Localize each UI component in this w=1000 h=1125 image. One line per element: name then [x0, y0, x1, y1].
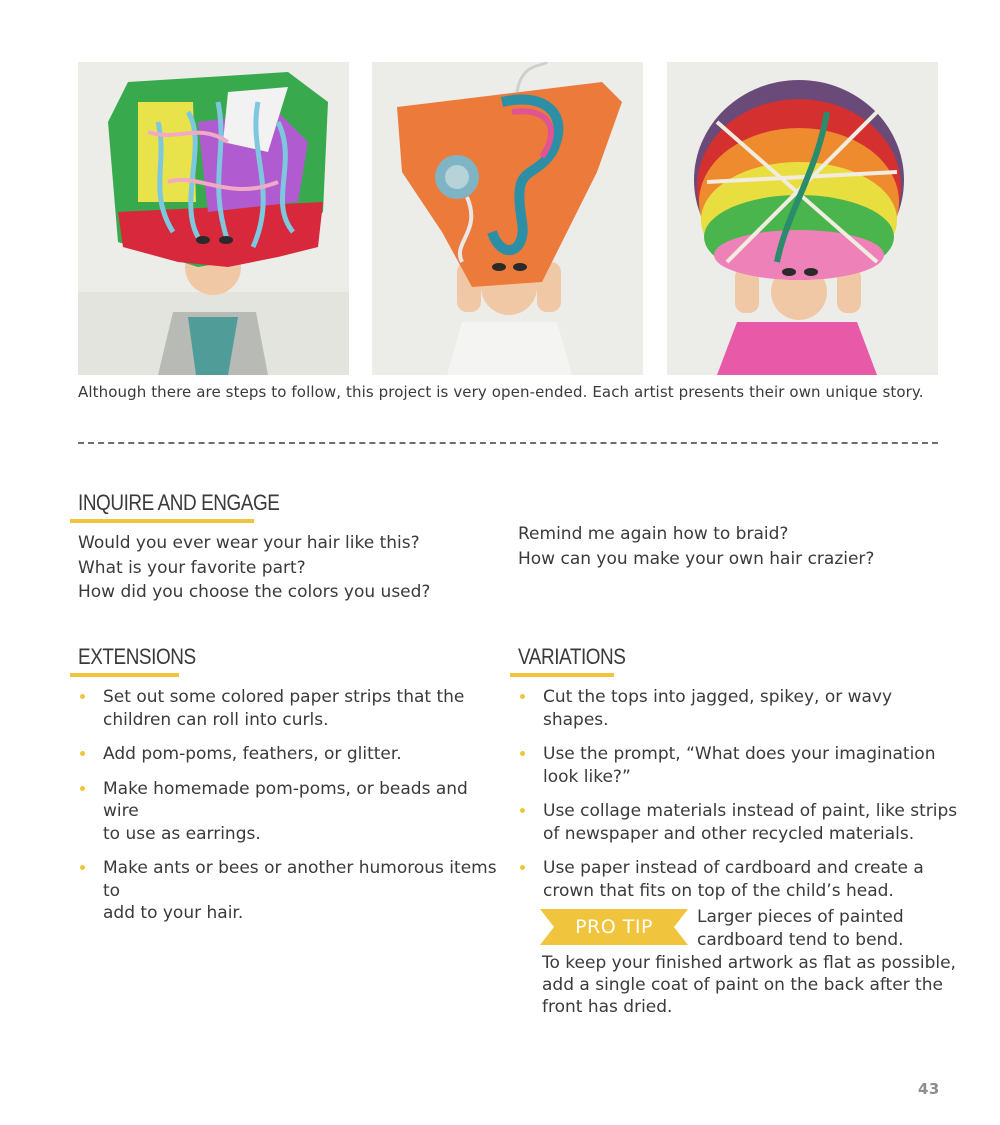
extensions-item-line: to use as earrings. [103, 823, 261, 844]
photo-child-rainbow-hair-mask-image [667, 62, 938, 375]
variations-item-line: Cut the tops into jagged, spikey, or wavy shapes. [543, 687, 893, 730]
inquire-question: Would you ever wear your hair like this? [78, 533, 420, 553]
inquire-question: How can you make your own hair crazier? [518, 548, 875, 569]
bullet-dot [80, 786, 85, 791]
page-number: 43 [918, 1080, 940, 1098]
photo-child-orange-hair-mask [372, 62, 643, 375]
inquire-heading-underline [70, 519, 254, 523]
pro-tip-line: Larger pieces of painted [697, 907, 904, 927]
variations-item [518, 800, 958, 845]
variations-item-line: Use collage materials instead of paint, like strips [543, 801, 958, 821]
pro-tip-line: To keep your finished artwork as flat as possible, [542, 953, 956, 973]
photo-child-rainbow-hair-mask [667, 62, 938, 375]
extensions-item [78, 778, 498, 846]
variations-list [518, 686, 958, 914]
pro-tip-line: cardboard tend to bend. [697, 930, 904, 950]
extensions-heading: EXTENSIONS [78, 644, 196, 669]
extensions-item-line: children can roll into curls. [103, 709, 329, 730]
extensions-item [78, 686, 498, 731]
photo-caption: Although there are steps to follow, this project is very open-ended. Each artist presents their own unique story. [78, 383, 924, 401]
extensions-heading-underline [70, 673, 179, 677]
photo-child-green-hair-mask [78, 62, 349, 375]
variations-item [518, 686, 958, 731]
pro-tip-label: PRO TIP [575, 916, 653, 938]
extensions-item-line: Make homemade pom-poms, or beads and wire [103, 778, 468, 821]
bullet-dot [80, 751, 85, 756]
variations-item-line: Use the prompt, “What does your imagination [543, 744, 936, 764]
inquire-question: Remind me again how to braid? [518, 524, 789, 544]
variations-item-line: of newspaper and other recycled materials. [543, 823, 915, 844]
inquire-question: What is your favorite part? [78, 557, 306, 578]
variations-item-line: Use paper instead of cardboard and create a [543, 858, 924, 878]
pro-tip-badge [540, 909, 688, 945]
variations-heading: VARIATIONS [518, 644, 626, 669]
section-divider [78, 442, 938, 444]
extensions-item-line: Set out some colored paper strips that the [103, 687, 465, 707]
extensions-item-line: Add pom-poms, feathers, or glitter. [103, 744, 402, 764]
extensions-item-line: Make ants or bees or another humorous items to [103, 858, 497, 901]
bullet-dot [520, 694, 525, 699]
bullet-dot [520, 751, 525, 756]
photo-child-green-hair-mask-image [78, 62, 349, 375]
extensions-list [78, 686, 498, 937]
bullet-dot [80, 865, 85, 870]
extensions-item [78, 743, 498, 766]
extensions-item-line: add to your hair. [103, 903, 244, 923]
inquire-heading: INQUIRE AND ENGAGE [78, 490, 280, 515]
extensions-item [78, 857, 498, 925]
variations-item-line: look like?” [543, 766, 631, 787]
variations-heading-underline [510, 673, 614, 677]
pro-tip-line: add a single coat of paint on the back after the [542, 975, 943, 995]
photo-child-orange-hair-mask-image [372, 62, 643, 375]
variations-item [518, 743, 958, 788]
bullet-dot [80, 694, 85, 699]
inquire-left-list [78, 531, 430, 605]
pro-tip-line: front has dried. [542, 997, 673, 1017]
variations-item [518, 857, 958, 902]
variations-item-line: crown that fits on top of the child’s head. [543, 880, 894, 901]
bullet-dot [520, 865, 525, 870]
bullet-dot [520, 808, 525, 813]
inquire-right-list [518, 522, 874, 571]
inquire-question: How did you choose the colors you used? [78, 582, 431, 602]
